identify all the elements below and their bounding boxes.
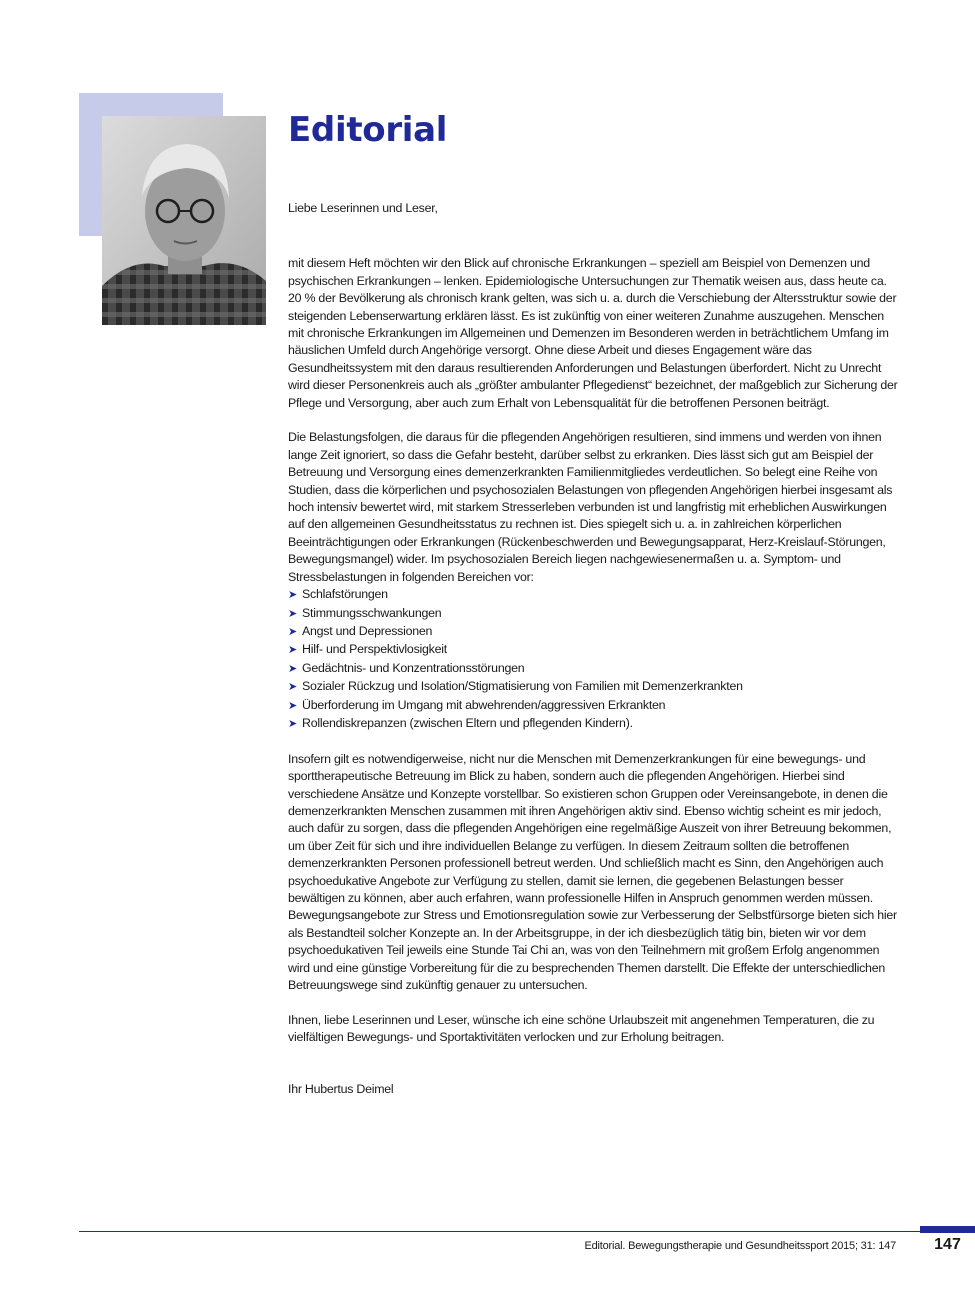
paragraph: mit diesem Heft möchten wir den Blick auf chronische Erkrankungen – speziell am Beispiel von Demenzen und psychischen Erkrankungen – lenken. Epidemiologische Untersuchungen zur Thematik weisen aus, dass heute ca. 20 % der Bevölkerung als chronisch krank gelten, was sich u. a. durch die Verschiebung der Altersstruktur sowie der steigenden Lebenserwartung erklären lässt. Es ist zukünftig von einer weiteren Zunahme auszugehen. Menschen mit chronische Erkrankungen im Allgemeinen und Demenzen im Besonderen werden in beträchtlichem Umfang im häuslichen Umfeld durch Angehörige versorgt. Ohne diese Arbeit und dieses Engagement wäre das Gesundheitssystem mit den daraus resultierenden Anforderungen und Belastungen überfordert. Nicht zu Unrecht wird dieser Personenkreis auch als „größter ambulanter Pflegedienst“ bezeichnet, der maßgeblich zur Sicherung der Pflege und Versorgung, aber auch zum Erhalt von Lebensqualität für die betroffenen Personen beiträgt. xyxy=(288,256,898,410)
footer-citation xyxy=(584,1240,896,1252)
author-portrait-illustration xyxy=(102,116,266,325)
list-item: ➤ Rollendiskrepanzen (zwischen Eltern und pflegenden Kindern). xyxy=(288,715,900,733)
signature: Ihr Hubertus Deimel xyxy=(288,1081,394,1096)
paragraph: Insofern gilt es notwendigerweise, nicht nur die Menschen mit Demenzerkrankungen für eine bewegungs- und sporttherapeutische Betreuung im Blick zu haben, sondern auch die pflegenden Angehörigen. Hierbei sind verschiedene Ansätze und Konzepte vorstellbar. So existieren schon Gruppen oder Vereinsangebote, in denen die demenzerkrankten Menschen zusammen mit ihren Angehörigen aktiv sind. Ebenso wichtig scheint es mir jedoch, auch dafür zu sorgen, dass die pflegenden Angehörigen eine regelmäßige Auszeit von ihrer Betreuung bekommen, um über Zeit für sich und ihre individuellen Belange zu verfügen. In diesem Zeitraum sollten die betroffenen demenzerkrankten Personen professionell betreut werden. Und schließlich macht es Sinn, den Angehörigen auch psychoedukative Angebote zur Verfügung zu stellen, damit sie lernen, die gegebenen Belastungen besser bewältigen zu können, aber auch erfahren, wann professionelle Hilfen in Anspruch genommen werden müssen. Bewegungsangebote zur Stress und Emotionsregulation sowie zur Verbesserung der Selbstfürsorge bieten sich hier als Bestandteil solcher Konzepte an. In der Arbeitsgruppe, in der ich diesbezüglich tätig bin, bieten wir vor dem psychoedukativen Teil jeweils eine Stunde Tai Chi an, was von den Teilnehmern mit großem Erfolg angenommen wird und eine günstige Vorbereitung für die zu besprechenden Themen darstellt. Die Effekte der unterschiedlichen Betreuungswege sind zukünftig genauer zu untersuchen. xyxy=(288,751,897,993)
list-item: ➤ Gedächtnis- und Konzentrationsstörungen xyxy=(288,660,900,678)
arrow-right-icon: ➤ xyxy=(288,681,297,694)
footer-rule xyxy=(79,1231,920,1232)
footer-section: Editorial. xyxy=(584,1240,626,1252)
article-body xyxy=(288,200,900,1098)
list-item: ➤ Sozialer Rückzug und Isolation/Stigmatisierung von Familien mit Demenzerkrankten xyxy=(288,678,900,696)
salutation: Liebe Leserinnen und Leser, xyxy=(288,201,438,215)
list-item: ➤ Angst und Depressionen xyxy=(288,623,900,641)
list-item: ➤ Hilf- und Perspektivlosigkeit xyxy=(288,641,900,659)
list-item: ➤ Schlafstörungen xyxy=(288,586,900,604)
paragraph: Die Belastungsfolgen, die daraus für die pflegenden Angehörigen resultieren, sind immens und werden von ihnen lange Zeit ignoriert, so dass die Gefahr besteht, darüber selbst zu erkranken. Dies lässt sich gut am Beispiel der Betreuung und Versorgung eines demenzerkrankten Familienmitgliedes verdeutlichen. So belegt eine Reihe von Studien, dass die körperlichen und psychosozialen Belastungen von pflegenden Angehörigen hierbei insgesamt als hoch intensiv bewertet wird, mit starkem Stresserleben verbunden ist und langfristig mit erheblichen Auswirkungen auf den allgemeinen Gesundheitsstatus zu rechnen ist. Dies spiegelt sich u. a. in zahlreichen körperlichen Beeinträchtigungen oder Erkrankungen (Rückenbeschwerden und Bewegungsapparat, Herz-Kreislauf-Störungen, Bewegungsmangel) wider. Im psychosozialen Bereich liegen nachgewiesenermaßen u. a. Symptom- und Stressbelastungen in folgenden Bereichen vor: xyxy=(288,430,893,584)
arrow-right-icon: ➤ xyxy=(288,699,297,712)
list-item: ➤ Stimmungsschwankungen xyxy=(288,605,900,623)
page-title: Editorial xyxy=(288,110,448,150)
page-number: 147 xyxy=(934,1236,961,1253)
footer-accent-tab xyxy=(920,1226,975,1233)
arrow-right-icon: ➤ xyxy=(288,717,297,730)
paragraph: Ihnen, liebe Leserinnen und Leser, wünsche ich eine schöne Urlaubszeit mit angenehmen Temperaturen, die zu vielfältigen Bewegungs- und Sportaktivitäten verlocken und zur Erholung beitragen. xyxy=(288,1012,875,1045)
bullet-list xyxy=(288,586,900,733)
arrow-right-icon: ➤ xyxy=(288,662,297,675)
arrow-right-icon: ➤ xyxy=(288,625,297,638)
footer-journal: Bewegungstherapie und Gesundheitssport 2015; 31: 147 xyxy=(628,1240,896,1252)
arrow-right-icon: ➤ xyxy=(288,607,297,620)
arrow-right-icon: ➤ xyxy=(288,589,297,602)
author-photo xyxy=(102,116,266,325)
list-item: ➤ Überforderung im Umgang mit abwehrenden/aggressiven Erkrankten xyxy=(288,697,900,715)
arrow-right-icon: ➤ xyxy=(288,644,297,657)
